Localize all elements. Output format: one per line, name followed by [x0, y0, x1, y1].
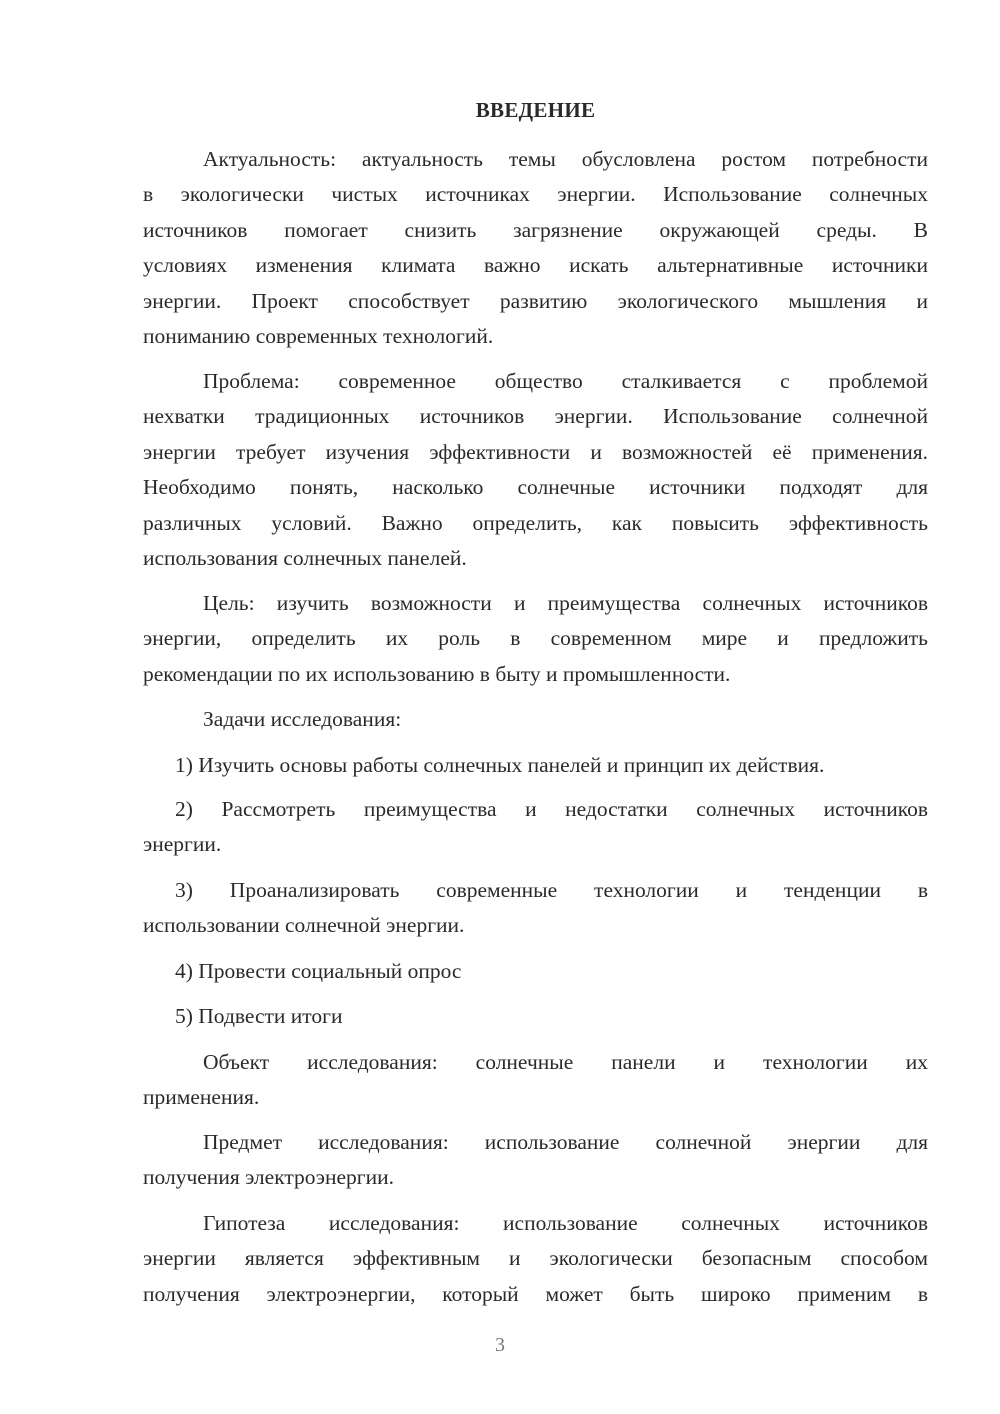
tasks-heading — [143, 702, 928, 737]
text-line: Объект исследования: солнечные панели и технологии их — [203, 1050, 928, 1074]
task-item — [143, 792, 928, 863]
goal-paragraph — [143, 586, 928, 692]
text-line: энергии требует изучения эффективности и возможностей её применения. — [143, 439, 928, 464]
text-line: источников помогает снизить загрязнение окружающей среды. В — [143, 217, 928, 242]
object-paragraph — [143, 1045, 928, 1116]
text-line: Актуальность: актуальность темы обусловлена ростом потребности — [203, 147, 928, 171]
text-line: Проблема: современное общество сталкивается с проблемой — [203, 369, 928, 393]
text-line: Необходимо понять, насколько солнечные источники подходят для — [143, 475, 928, 500]
relevance-paragraph — [143, 142, 928, 354]
section-title: ВВЕДЕНИЕ — [475, 98, 596, 122]
text-line: Предмет исследования: использование солнечной энергии для — [203, 1130, 928, 1154]
text-line: использовании солнечной энергии. — [143, 913, 465, 938]
text-line: 4) Провести социальный опрос — [175, 959, 462, 983]
problem-paragraph — [143, 364, 928, 576]
text-line: условиях изменения климата важно искать альтернативные источники — [143, 253, 928, 278]
text-line: использования солнечных панелей. — [143, 545, 467, 570]
text-line: Задачи исследования: — [203, 707, 402, 731]
text-line: в экологически чистых источниках энергии. Использование солнечных — [143, 182, 928, 207]
text-line: 1) Изучить основы работы солнечных панелей и принцип их действия. — [175, 753, 825, 777]
text-line: получения электроэнергии, который может быть широко применим в — [143, 1281, 928, 1306]
text-line: энергии является эффективным и экологически безопасным способом — [143, 1246, 928, 1271]
task-item — [143, 748, 928, 783]
subject-paragraph — [143, 1125, 928, 1196]
hypothesis-paragraph — [143, 1206, 928, 1312]
text-line: применения. — [143, 1085, 260, 1110]
text-line: 3) Проанализировать современные технологии и тенденции в — [175, 878, 928, 902]
text-line: энергии, определить их роль в современном мире и предложить — [143, 626, 928, 651]
text-line: 5) Подвести итоги — [175, 1004, 343, 1028]
task-item — [143, 999, 928, 1034]
text-line: различных условий. Важно определить, как повысить эффективность — [143, 510, 928, 535]
text-line: Цель: изучить возможности и преимущества солнечных источников — [203, 591, 928, 615]
text-line: энергии. — [143, 832, 222, 857]
text-line: Гипотеза исследования: использование солнечных источников — [203, 1211, 928, 1235]
text-line: рекомендации по их использованию в быту и промышленности. — [143, 661, 731, 686]
page-number: 3 — [495, 1334, 505, 1356]
task-item — [143, 873, 928, 944]
task-item — [143, 954, 928, 989]
text-line: получения электроэнергии. — [143, 1165, 395, 1190]
text-line: энергии. Проект способствует развитию экологического мышления и — [143, 288, 928, 313]
text-line: 2) Рассмотреть преимущества и недостатки солнечных источников — [175, 797, 928, 821]
text-line: нехватки традиционных источников энергии. Использование солнечной — [143, 404, 928, 429]
text-line: пониманию современных технологий. — [143, 323, 494, 348]
